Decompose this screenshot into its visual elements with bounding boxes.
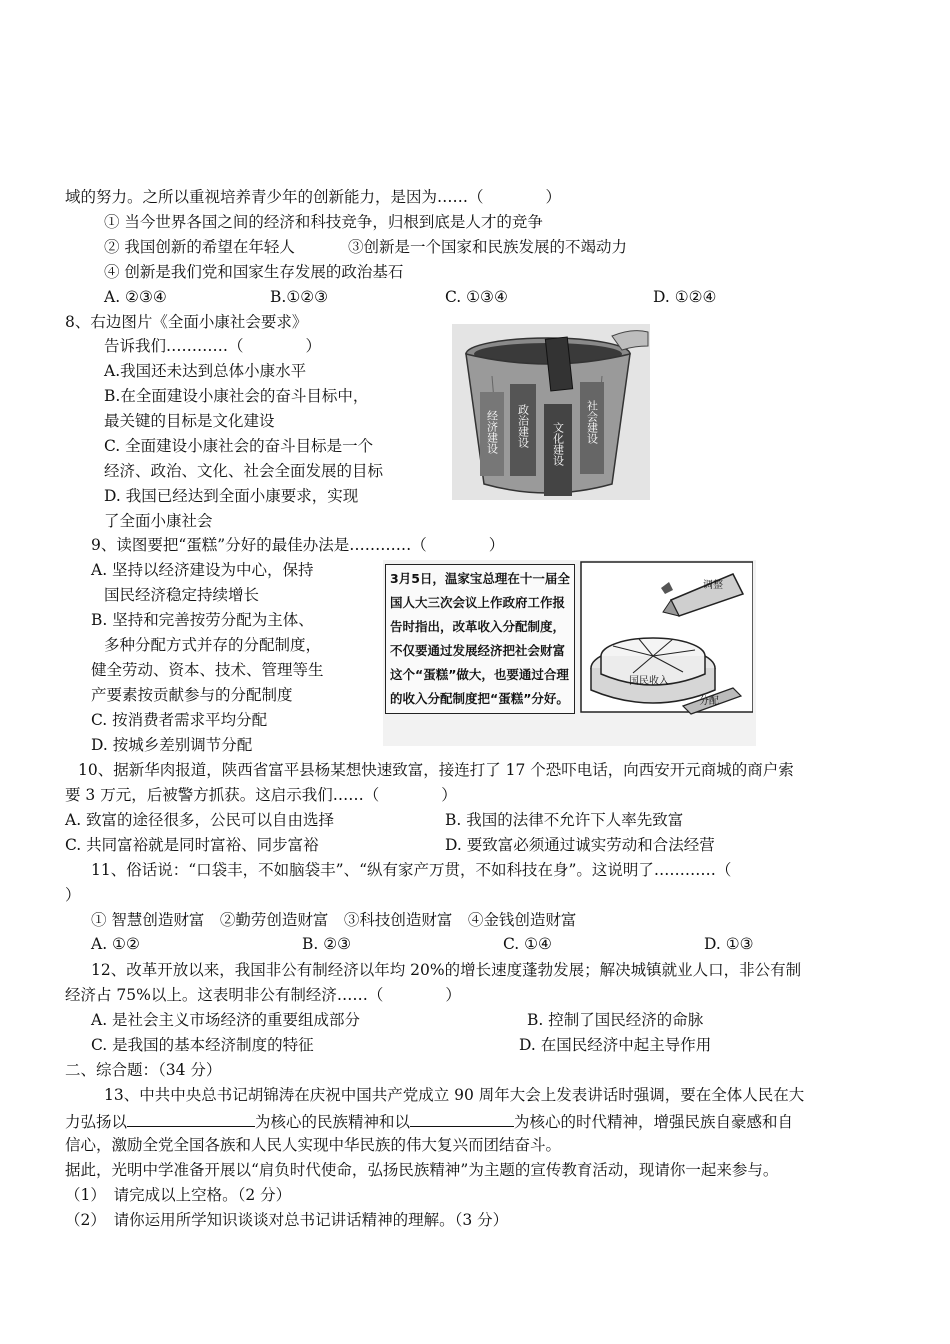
q7-item-4: ④ 创新是我们党和国家生存发展的政治基石 bbox=[104, 263, 404, 281]
q9-option-a-cont: 国民经济稳定持续增长 bbox=[104, 586, 260, 604]
q8-option-b: B.在全面建设小康社会的奋斗目标中， bbox=[104, 387, 369, 405]
q13-text-3: 为核心的时代精神，增强民族自豪感和自 bbox=[514, 1113, 794, 1131]
bucket-illustration bbox=[452, 324, 650, 500]
q8-option-b-cont: 最关键的目标是文化建设 bbox=[104, 412, 275, 430]
strip-culture: 文化建设 bbox=[551, 422, 565, 466]
cake-drawing bbox=[573, 560, 753, 746]
cake-illustration bbox=[383, 560, 756, 746]
server-label: 分配 bbox=[699, 696, 719, 707]
strip-economy: 经济建设 bbox=[485, 410, 499, 454]
q9-option-c: C. 按消费者需求平均分配 bbox=[91, 711, 268, 729]
q13-text-2: 为核心的民族精神和以 bbox=[255, 1113, 411, 1131]
q12-option-d: D. 在国民经济中起主导作用 bbox=[519, 1036, 712, 1054]
q8-option-c: C. 全面建设小康社会的奋斗目标是一个 bbox=[104, 437, 374, 455]
q11-option-d: D. ①③ bbox=[704, 935, 754, 953]
q10-stem: 10、据新华肉报道，陕西省富平县杨某想快速致富，接连打了 17 个恐吓电话，向西安开元商城的商户索 bbox=[78, 761, 794, 779]
q10-option-b: B. 我国的法律不允许下人率先致富 bbox=[445, 811, 684, 829]
q12-option-a: A. 是社会主义市场经济的重要组成部分 bbox=[91, 1011, 361, 1029]
q9-stem: 9、读图要把“蛋糕”分好的最佳办法是…………（ ） bbox=[91, 536, 505, 554]
q11-stem: 11、俗话说：“口袋丰，不如脑袋丰”、“纵有家产万贯，不如科技在身”。这说明了…………（ bbox=[91, 861, 732, 879]
q12-stem-cont: 经济占 75%以上。这表明非公有制经济……（ ） bbox=[65, 986, 461, 1004]
cake-label: 国民收入 bbox=[629, 676, 669, 687]
q11-items: ① 智慧创造财富 ②勤劳创造财富 ③科技创造财富 ④金钱创造财富 bbox=[91, 911, 577, 929]
q10-option-d: D. 要致富必须通过诚实劳动和合法经营 bbox=[445, 836, 715, 854]
strip-society: 社会建设 bbox=[585, 400, 599, 444]
tube-label: 调整 bbox=[703, 580, 723, 591]
strip-politics: 政治建设 bbox=[516, 404, 530, 448]
q10-option-a: A. 致富的途径很多，公民可以自由选择 bbox=[65, 811, 335, 829]
q7-item-1: ① 当今世界各国之间的经济和科技竞争，归根到底是人才的竞争 bbox=[104, 213, 543, 231]
q7-option-b: B.①②③ bbox=[270, 288, 329, 306]
q11-stem-cont: ） bbox=[65, 886, 81, 904]
q13-stem-cont: 信心，激励全党全国各族和人民人实现中华民族的伟大复兴而团结奋斗。 bbox=[65, 1136, 562, 1154]
q12-stem: 12、改革开放以来，我国非公有制经济以年均 20%的增长速度蓬勃发展；解决城镇就业人口，非公有制 bbox=[91, 961, 802, 979]
q11-option-c: C. ①④ bbox=[503, 935, 552, 953]
bucket-drawing bbox=[452, 324, 650, 500]
q11-option-b: B. ②③ bbox=[302, 935, 352, 953]
q10-option-c: C. 共同富裕就是同时富裕、同步富裕 bbox=[65, 836, 319, 854]
q8-option-d-cont: 了全面小康社会 bbox=[104, 512, 213, 530]
q13-sub-2: （2） 请你运用所学知识谈谈对总书记讲话精神的理解。（3 分） bbox=[65, 1211, 509, 1229]
q7-option-c: C. ①③④ bbox=[445, 288, 508, 306]
q9-option-b-cont3: 产要素按贡献参与的分配制度 bbox=[91, 686, 293, 704]
q7-item-2: ② 我国创新的希望在年轻人 bbox=[104, 238, 295, 256]
q12-option-b: B. 控制了国民经济的命脉 bbox=[527, 1011, 704, 1029]
q13-context: 据此，光明中学准备开展以“肩负时代使命，弘扬民族精神”为主题的宣传教育活动，现请你一起来参与。 bbox=[65, 1161, 779, 1179]
q9-option-b-cont2: 健全劳动、资本、技术、管理等生 bbox=[91, 661, 324, 679]
q12-option-c: C. 是我国的基本经济制度的特征 bbox=[91, 1036, 314, 1054]
q9-option-d: D. 按城乡差别调节分配 bbox=[91, 736, 253, 754]
q7-item-3: ③创新是一个国家和民族发展的不竭动力 bbox=[348, 238, 628, 256]
q11-option-a: A. ①② bbox=[91, 935, 140, 953]
q13-sub-1: （1） 请完成以上空格。（2 分） bbox=[65, 1186, 292, 1204]
q7-option-d: D. ①②④ bbox=[653, 288, 717, 306]
q8-stem: 8、右边图片《全面小康社会要求》 bbox=[65, 313, 308, 331]
q9-option-a: A. 坚持以经济建设为中心，保持 bbox=[91, 561, 314, 579]
q8-option-a: A.我国还未达到总体小康水平 bbox=[104, 362, 307, 380]
q9-option-b-cont1: 多种分配方式并存的分配制度， bbox=[104, 636, 322, 654]
q8-option-c-cont: 经济、政治、文化、社会全面发展的目标 bbox=[104, 462, 384, 480]
q13-stem: 13、中共中央总书记胡锦涛在庆祝中国共产党成立 90 周年大会上发表讲话时强调，要在全体人民在大 bbox=[104, 1086, 805, 1104]
q8-option-d: D. 我国已经达到全面小康要求，实现 bbox=[104, 487, 359, 505]
q7-option-a: A. ②③④ bbox=[104, 288, 167, 306]
q9-option-b: B. 坚持和完善按劳分配为主体、 bbox=[91, 611, 314, 629]
news-excerpt: 3月5日，温家宝总理在十一届全国人大三次会议上作政府工作报告时指出，改革收入分配制度，不仅要通过发展经济把社会财富这个“蛋糕”做大，也要通过合理的收入分配制度把“蛋糕”分好。 bbox=[385, 564, 575, 714]
q10-stem-cont: 要 3 万元，后被警方抓获。这启示我们……（ ） bbox=[65, 786, 457, 804]
q13-blank-1[interactable] bbox=[127, 1110, 255, 1127]
q13-text-1: 力弘扬以 bbox=[65, 1113, 128, 1131]
q13-blank-2[interactable] bbox=[410, 1110, 514, 1127]
q13-blank-line bbox=[65, 1110, 793, 1132]
q8-stem-cont: 告诉我们…………（ ） bbox=[104, 337, 322, 355]
section2-heading: 二、综合题：（34 分） bbox=[65, 1061, 222, 1079]
q7-intro: 域的努力。之所以重视培养青少年的创新能力，是因为……（ ） bbox=[65, 188, 562, 206]
